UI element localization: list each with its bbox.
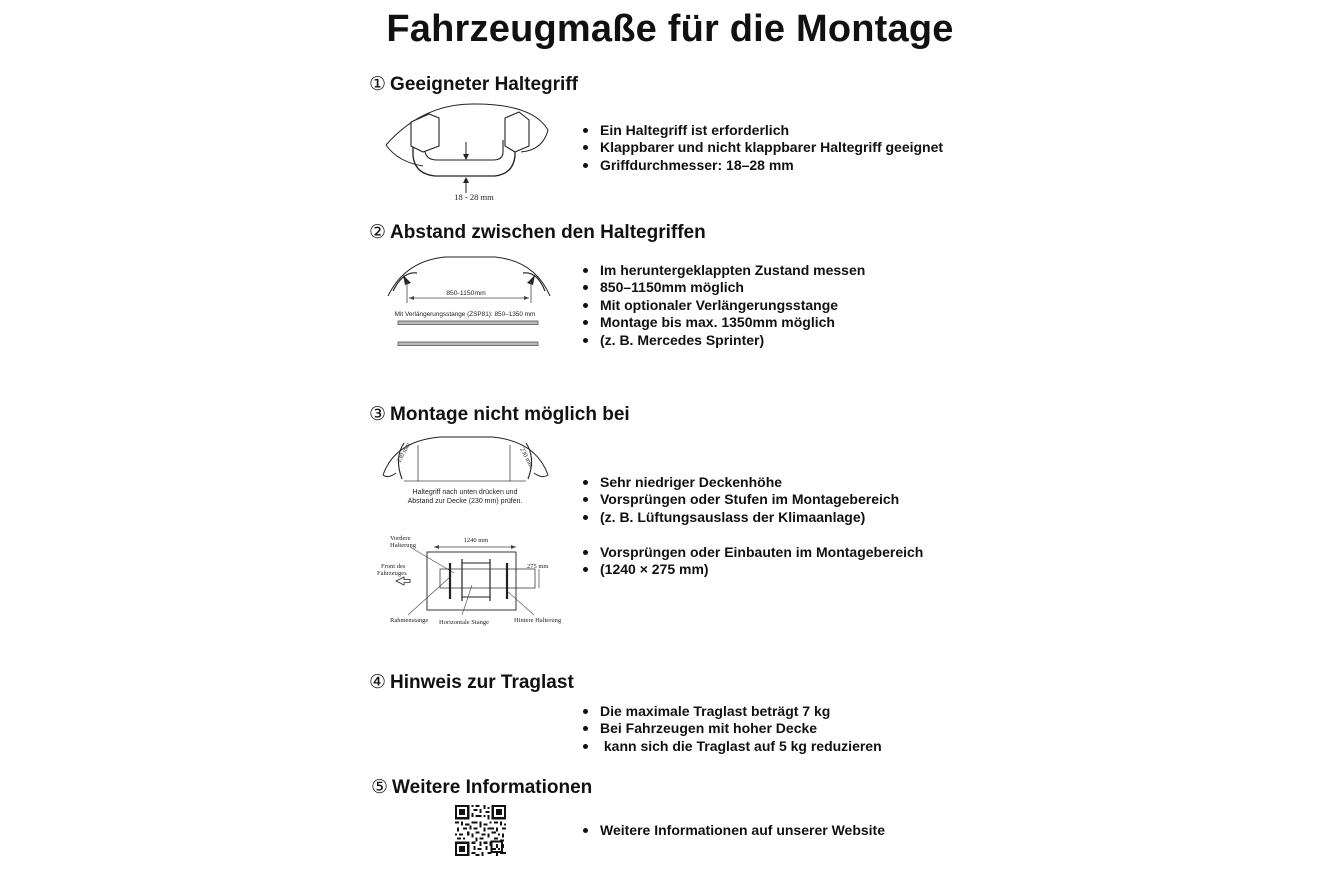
list-item: Die maximale Traglast beträgt 7 kg <box>582 703 882 720</box>
list-item: (z. B. Mercedes Sprinter) <box>582 332 865 349</box>
list-item: Weitere Informationen auf unserer Website <box>582 822 885 839</box>
section-2-number: ② <box>369 222 387 243</box>
section-5-title: Weitere Informationen <box>392 777 593 798</box>
vehicle-front-label-line1: Front des <box>381 563 406 570</box>
list-item: (z. B. Lüftungsauslass der Klimaanlage) <box>582 509 899 526</box>
section-4-heading <box>369 671 574 695</box>
list-item: Mit optionaler Verlängerungsstange <box>582 297 865 314</box>
clearance-caption-line2: Abstand zur Decke (230 mm) prüfen. <box>407 498 523 505</box>
section-2-bullets <box>582 262 865 349</box>
section-4-bullets <box>582 703 882 755</box>
extension-bar-label: Mit Verlängerungsstange (ZSP81): 850–1350 mm <box>394 311 536 318</box>
grab-handle-diagram <box>383 100 553 205</box>
vehicle-front-label-line2: Fahrzeuges <box>377 570 407 577</box>
section-2-heading <box>369 221 706 245</box>
list-item: Griffdurchmesser: 18–28 mm <box>582 157 943 174</box>
section-4-title: Hinweis zur Traglast <box>390 672 574 693</box>
qr-code[interactable] <box>455 805 506 856</box>
list-item: kann sich die Traglast auf 5 kg reduzieren <box>582 738 882 755</box>
section-5-bullets <box>582 822 885 839</box>
list-item: Im heruntergeklappten Zustand messen <box>582 262 865 279</box>
section-5-number: ⑤ <box>371 777 389 798</box>
list-item: Klappbarer und nicht klappbarer Haltegriff geeignet <box>582 139 943 156</box>
list-item: Montage bis max. 1350mm möglich <box>582 314 865 331</box>
front-mount-label-line2: Halterung <box>390 542 416 549</box>
handle-distance-diagram <box>385 251 555 351</box>
list-item: Bei Fahrzeugen mit hoher Decke <box>582 720 882 737</box>
section-3-bullets-a <box>582 474 899 526</box>
section-3-title: Montage nicht möglich bei <box>390 404 630 425</box>
section-4-number: ④ <box>369 672 387 693</box>
clearance-right-label: 230 mm <box>518 446 535 469</box>
section-1-number: ① <box>369 74 387 95</box>
section-1-heading <box>369 73 578 97</box>
list-item: 850–1150mm möglich <box>582 279 865 296</box>
section-2-title: Abstand zwischen den Haltegriffen <box>390 222 706 243</box>
section-1-title: Geeigneter Haltegriff <box>390 74 578 95</box>
front-mount-label-line1: Vordere <box>390 535 411 542</box>
section-3-bullets-b <box>582 544 923 579</box>
grab-handle-dimension: 18 - 28 mm <box>454 192 494 202</box>
list-item: Ein Haltegriff ist erforderlich <box>582 122 943 139</box>
width-dimension-label: 1240 mm <box>463 537 489 544</box>
rear-mount-label: Hintere Halterung <box>514 617 562 624</box>
list-item: Vorsprüngen oder Einbauten im Montagebereich <box>582 544 923 561</box>
list-item: Sehr niedriger Deckenhöhe <box>582 474 899 491</box>
list-item: (1240 × 275 mm) <box>582 561 923 578</box>
handle-span-label: 850-1150mm <box>446 290 486 297</box>
section-5-heading <box>371 776 592 800</box>
section-1-bullets <box>582 122 943 174</box>
section-3-heading <box>369 403 630 427</box>
clearance-caption-line1: Haltegriff nach unten drücken und <box>412 489 518 496</box>
section-3-number: ③ <box>369 404 387 425</box>
horizontal-bar-label: Horizontale Stange <box>439 619 489 626</box>
clearance-left-label: 230 mm <box>395 441 412 464</box>
ceiling-clearance-diagram <box>380 433 552 509</box>
frame-bar-label: Rahmenstange <box>390 617 429 624</box>
mounting-area-diagram <box>374 533 564 628</box>
depth-dimension-label: 275 mm <box>527 563 549 570</box>
page-title: Fahrzeugmaße für die Montage <box>386 8 954 50</box>
list-item: Vorsprüngen oder Stufen im Montagebereich <box>582 491 899 508</box>
